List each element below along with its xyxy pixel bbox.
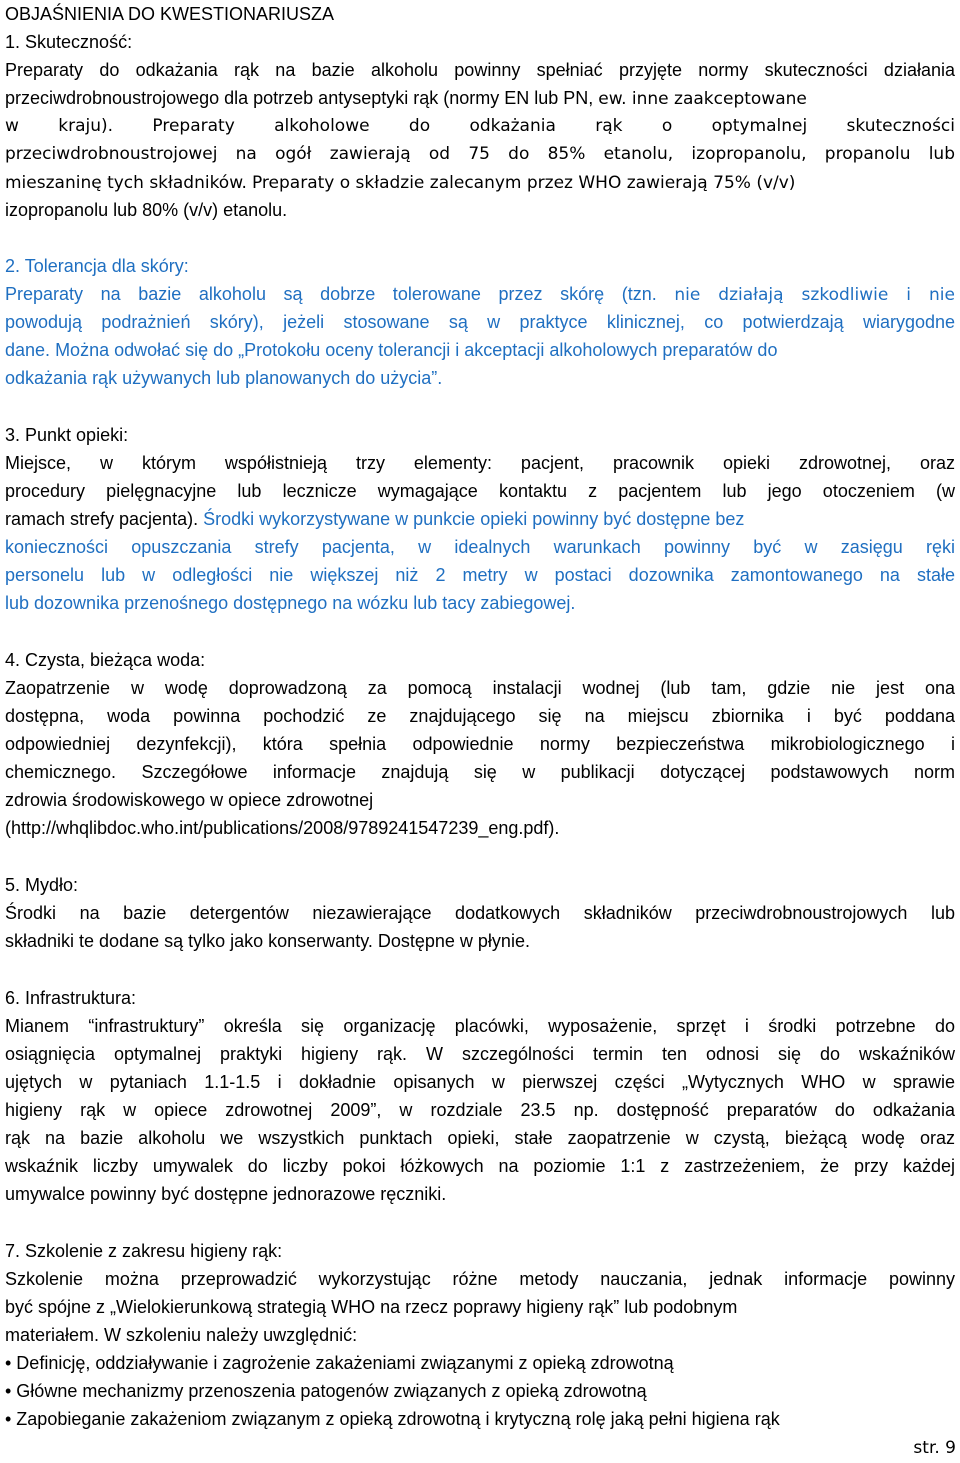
s3-line-1: Miejsce, w którym współistnieją trzy elementy: pacjent, pracownik opieki zdrowotnej, oraz	[5, 453, 955, 473]
document-title: OBJAŚNIENIA DO KWESTIONARIUSZA	[5, 4, 335, 24]
bullet-item: • Główne mechanizmy przenoszenia patogenów związanych z opieką zdrowotną	[5, 1381, 647, 1401]
s5-line-2: składniki te dodane są tylko jako konserwanty. Dostępne w płynie.	[5, 931, 530, 951]
s7-line-1: Szkolenie można przeprowadzić wykorzystując różne metody nauczania, jednak informacje powinny	[5, 1269, 955, 1289]
s6-line-1: Mianem “infrastruktury” określa się organizację placówki, wyposażenie, sprzęt i środki potrzebne do	[5, 1016, 955, 1036]
s2-line-3b: Można odwołać się do „Protokołu oceny tolerancji i akceptacji alkoholowych preparatów do	[55, 340, 778, 360]
section-6-heading: 6. Infrastruktura:	[5, 988, 137, 1008]
s1-line-2b: ew. inne zaakceptowane	[598, 89, 807, 109]
s6-line-7: umywalce powinny być dostępne jednorazowe ręczniki.	[5, 1184, 447, 1204]
section-4-heading: 4. Czysta, bieżąca woda:	[5, 650, 206, 670]
s2-line-1a: Preparaty na bazie alkoholu są dobrze tolerowane przez skórę (tzn.	[5, 284, 657, 304]
s5-line-1: Środki na bazie detergentów niezawierające dodatkowych składników przeciwdrobnoustrojowych lub	[5, 903, 955, 923]
bullet-item: • Definicję, oddziaływanie i zagrożenie zakażeniami związanymi z opieką zdrowotną	[5, 1353, 674, 1373]
s3-line-3	[5, 505, 955, 533]
s1-line-3: w kraju). Preparaty alkoholowe do odkażania rąk o optymalnej skuteczności	[5, 116, 955, 136]
s1-line-4: przeciwdrobnoustrojowej na ogół zawierają od 75 do 85% etanolu, izopropanolu, propanolu lub	[5, 144, 955, 164]
s6-line-4: higieny rąk w opiece zdrowotnej 2009”, w rozdziale 23.5 np. dostępność preparatów do odkażania	[5, 1100, 955, 1120]
section-1-heading: 1. Skuteczność:	[5, 32, 133, 52]
s2-line-3	[5, 336, 955, 364]
s3-line-3b: Środki wykorzystywane w punkcie opieki powinny być dostępne bez	[203, 509, 745, 529]
s2-line-2: powodują podrażnień skóry), jeżeli stosowane są w praktyce klinicznej, co potwierdzają wiarygodne	[5, 312, 955, 332]
s3-line-5: personelu lub w odległości nie większej niż 2 metry w postaci dozownika zamontowanego na stałe	[5, 565, 955, 585]
s1-line-6: izopropanolu lub 80% (v/v) etanolu.	[5, 200, 288, 220]
section-7-heading: 7. Szkolenie z zakresu higieny rąk:	[5, 1241, 283, 1261]
s4-line-5: zdrowia środowiskowego w opiece zdrowotnej	[5, 790, 374, 810]
section-2-heading: 2. Tolerancja dla skóry:	[5, 256, 189, 276]
s3-line-6: lub dozownika przenośnego dostępnego na wózku lub tacy zabiegowej.	[5, 593, 576, 613]
s1-line-2a: przeciwdrobnoustrojowego dla potrzeb antyseptyki rąk (normy EN lub PN,	[5, 88, 594, 108]
s1-line-5a: mieszaninę tych składników.	[5, 173, 247, 193]
section-5-heading: 5. Mydło:	[5, 875, 79, 895]
s7-line-2: być spójne z „Wielokierunkową strategią WHO na rzecz poprawy higieny rąk” lub podobnym	[5, 1297, 738, 1317]
s4-line-2: dostępna, woda powinna pochodzić ze znajdującego się na miejscu zbiornika i być poddana	[5, 706, 955, 726]
s1-line-2	[5, 84, 955, 112]
s6-line-2: osiągnięcia optymalnej praktyki higieny rąk. W szczególności termin ten odnosi się do wskaźników	[5, 1044, 955, 1064]
s3-line-4: konieczności opuszczania strefy pacjenta, w idealnych warunkach powinny być w zasięgu ręki	[5, 537, 955, 557]
s2-line-3a: dane.	[5, 340, 51, 360]
s1-line-5	[5, 168, 955, 196]
s3-line-3a: ramach strefy pacjenta).	[5, 509, 199, 529]
s3-line-2: procedury pielęgnacyjne lub lecznicze wymagające kontaktu z pacjentem lub jego otoczeniem (w	[5, 481, 955, 501]
s2-line-4: odkażania rąk używanych lub planowanych do użycia”.	[5, 368, 443, 388]
s6-line-3: ujętych w pytaniach 1.1-1.5 i dokładnie opisanych w pierwszej części „Wytycznych WHO w sprawie	[5, 1072, 955, 1092]
s4-line-6: (http://whqlibdoc.who.int/publications/2008/9789241547239_eng.pdf).	[5, 818, 560, 838]
page-number: str. 9	[913, 1438, 956, 1458]
s6-line-5: rąk na bazie alkoholu we wszystkich punktach opieki, stałe zaopatrzenie w czystą, bieżącą wodę oraz	[5, 1128, 955, 1148]
section-3-heading: 3. Punkt opieki:	[5, 425, 129, 445]
s7-line-3: materiałem. W szkoleniu należy uwzględnić:	[5, 1325, 358, 1345]
s6-line-6: wskaźnik liczby umywalek do liczby pokoi łóżkowych na poziomie 1:1 z zastrzeżeniem, że przy każdej	[5, 1156, 955, 1176]
s4-line-1: Zaopatrzenie w wodę doprowadzoną za pomocą instalacji wodnej (lub tam, gdzie nie jest ona	[5, 678, 955, 698]
s4-line-4: chemicznego. Szczegółowe informacje znajdują się w publikacji dotyczącej podstawowych norm	[5, 762, 955, 782]
s2-line-1b: nie działają szkodliwie i nie	[674, 285, 955, 305]
s1-line-5b: Preparaty o składzie zalecanym przez WHO zawierają 75% (v/v)	[251, 173, 796, 193]
s2-line-1	[5, 280, 955, 308]
s4-line-3: odpowiedniej dezynfekcji), która spełnia odpowiednie normy bezpieczeństwa mikrobiologicznego i	[5, 734, 955, 754]
bullet-item: • Zapobieganie zakażeniom związanym z opieką zdrowotną i krytyczną rolę jaką pełni higiena rąk	[5, 1409, 780, 1429]
s1-line-1: Preparaty do odkażania rąk na bazie alkoholu powinny spełniać przyjęte normy skuteczności działania	[5, 60, 955, 80]
